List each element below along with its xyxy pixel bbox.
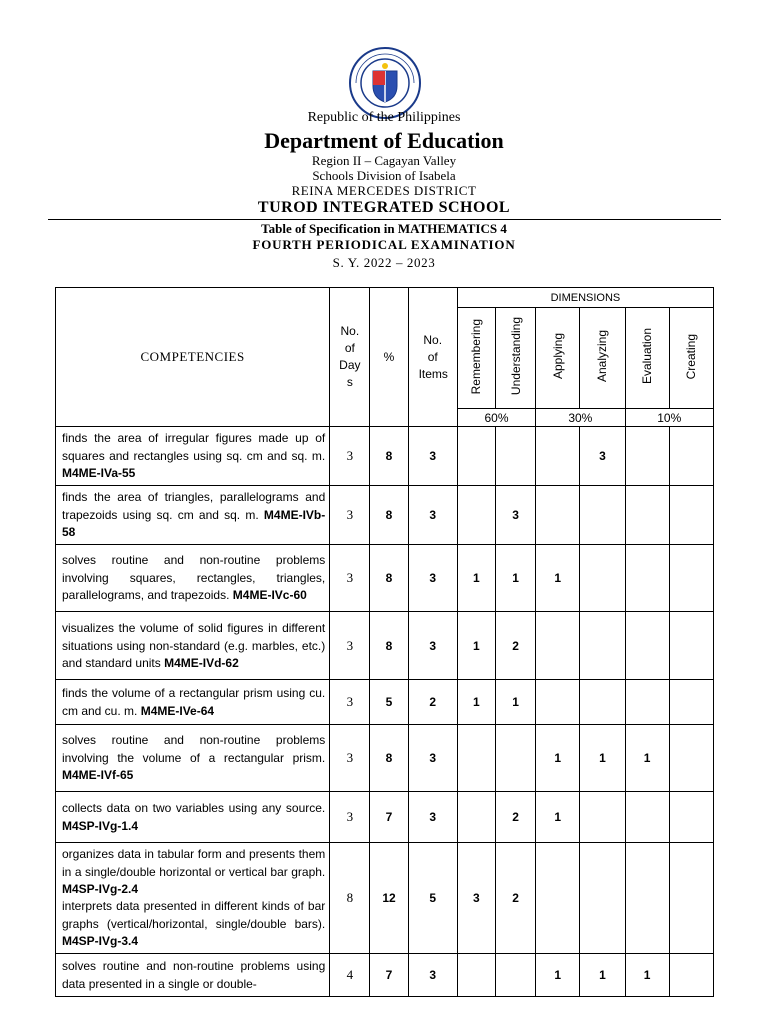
country-name: Republic of the Philippines	[307, 110, 461, 125]
percent-cell: 5	[370, 680, 408, 725]
weight-lots: 60%	[457, 409, 535, 427]
dimension-cell	[457, 486, 495, 545]
competency-text: visualizes the volume of solid figures in different situations using non-standard (e.g. marbles, etc.) and standard units	[62, 620, 326, 670]
competency-cell	[56, 843, 330, 954]
percent-cell: 8	[370, 612, 408, 680]
school-name: TUROD INTEGRATED SCHOOL	[257, 199, 511, 216]
competency-text: finds the area of triangles, parallelograms and trapezoids using sq. cm and sq. m.	[62, 490, 326, 522]
dimension-cell: 1	[580, 725, 625, 792]
items-cell: 3	[408, 427, 457, 486]
competency-code: M4ME-IVe-64	[140, 703, 215, 718]
dimension-cell	[536, 612, 580, 680]
dimension-cell: 1	[457, 545, 495, 612]
dimension-cell: 3	[495, 486, 535, 545]
competency-cell	[56, 792, 330, 843]
competency-cell	[56, 680, 330, 725]
days-cell: 3	[330, 612, 370, 680]
dim-evaluation: Evaluation	[625, 308, 669, 409]
table-row	[56, 843, 714, 954]
items-cell: 5	[408, 843, 457, 954]
percent-cell: 8	[370, 427, 408, 486]
header-rule	[48, 219, 721, 220]
school-year: S. Y. 2022 – 2023	[332, 255, 436, 270]
dimension-cell	[625, 843, 669, 954]
dimension-cell	[580, 843, 625, 954]
competencies-header: COMPETENCIES	[56, 288, 330, 427]
dimension-cell	[457, 725, 495, 792]
competency-text: solves routine and non-routine problems using data presented in a single or double-	[62, 958, 326, 991]
dimension-cell	[625, 680, 669, 725]
competency-cell	[56, 612, 330, 680]
days-cell: 3	[330, 427, 370, 486]
items-header: No. of Items	[408, 288, 457, 427]
table-row	[56, 545, 714, 612]
dimension-cell	[495, 427, 535, 486]
dimension-cell	[669, 843, 713, 954]
dim-understanding: Understanding	[495, 308, 535, 409]
table-row	[56, 792, 714, 843]
percent-cell: 7	[370, 954, 408, 997]
competency-cell	[56, 427, 330, 486]
dimension-cell	[669, 545, 713, 612]
percent-cell: 8	[370, 486, 408, 545]
days-cell: 3	[330, 545, 370, 612]
days-header: No. of Day s	[330, 288, 370, 427]
dimension-cell	[536, 427, 580, 486]
dimension-cell: 1	[625, 725, 669, 792]
competency-cell	[56, 545, 330, 612]
days-cell: 4	[330, 954, 370, 997]
dimension-cell	[669, 612, 713, 680]
days-cell: 3	[330, 792, 370, 843]
table-row	[56, 954, 714, 997]
competency-code: M4ME-IVa-55	[62, 466, 136, 480]
competency-code: M4ME-IVb-58	[62, 508, 326, 539]
dimension-cell	[495, 954, 535, 997]
items-cell: 3	[408, 545, 457, 612]
items-cell: 2	[408, 680, 457, 725]
dimension-cell: 1	[536, 545, 580, 612]
dimension-cell: 1	[625, 954, 669, 997]
dimension-cell	[669, 725, 713, 792]
dimension-cell	[625, 545, 669, 612]
competency-code: M4SP-IVg-1.4	[62, 818, 139, 833]
dimension-cell: 3	[580, 427, 625, 486]
competency-code: M4SP-IVg-2.4	[62, 882, 139, 896]
days-cell: 3	[330, 725, 370, 792]
dimension-cell	[457, 792, 495, 843]
table-row	[56, 427, 714, 486]
dimension-cell: 1	[536, 954, 580, 997]
table-row	[56, 612, 714, 680]
items-cell: 3	[408, 486, 457, 545]
dimension-cell: 2	[495, 792, 535, 843]
percent-cell: 12	[370, 843, 408, 954]
items-cell: 3	[408, 792, 457, 843]
dimension-cell: 3	[457, 843, 495, 954]
dimension-cell	[669, 427, 713, 486]
competency-text: collects data on two variables using any source.	[62, 800, 326, 815]
competency-code: M4ME-IVc-60	[232, 588, 307, 602]
dimension-cell	[580, 792, 625, 843]
dimension-cell: 2	[495, 843, 535, 954]
dimension-cell	[536, 843, 580, 954]
competency-text: finds the area of irregular figures made up of squares and rectangles using sq. cm and sq. m.	[62, 431, 326, 463]
dimension-cell	[669, 680, 713, 725]
dimension-cell: 1	[457, 680, 495, 725]
region-name: Region II – Cagayan Valley	[311, 153, 457, 168]
competency-code: M4ME-IVd-62	[164, 655, 239, 670]
dimension-cell	[669, 486, 713, 545]
competency-cell	[56, 954, 330, 997]
days-cell: 3	[330, 680, 370, 725]
division-name: Schools Division of Isabela	[312, 168, 456, 183]
dimension-cell	[669, 954, 713, 997]
dim-analyzing: Analyzing	[580, 308, 625, 409]
dimension-cell: 1	[536, 725, 580, 792]
dimension-cell	[457, 954, 495, 997]
department-name: Department of Education	[264, 128, 504, 153]
dimensions-header: DIMENSIONS	[457, 288, 713, 308]
dim-applying: Applying	[536, 308, 580, 409]
dim-creating: Creating	[669, 308, 713, 409]
dimension-cell	[457, 427, 495, 486]
dimension-cell: 1	[580, 954, 625, 997]
percent-cell: 7	[370, 792, 408, 843]
dimension-cell	[580, 486, 625, 545]
table-row	[56, 725, 714, 792]
items-cell: 3	[408, 954, 457, 997]
competency-text: organizes data in tabular form and presents them in a single/double horizontal or vertical bar graph.	[62, 847, 326, 879]
dimension-cell	[580, 545, 625, 612]
dimension-cell	[536, 486, 580, 545]
competency-cell	[56, 725, 330, 792]
competency-text: interprets data presented in different kinds of bar graphs (vertical/horizontal, single/double bars).	[62, 899, 326, 931]
percent-cell: 8	[370, 545, 408, 612]
dimension-cell	[625, 486, 669, 545]
dim-remembering: Remembering	[457, 308, 495, 409]
dimension-cell: 1	[536, 792, 580, 843]
dimension-cell	[495, 725, 535, 792]
dimension-cell	[625, 427, 669, 486]
days-cell: 8	[330, 843, 370, 954]
competency-text: solves routine and non-routine problems involving squares, rectangles, triangles, parallelograms, and trapezoids.	[62, 553, 326, 602]
exam-title: FOURTH PERIODICAL EXAMINATION	[252, 237, 516, 252]
competency-text: solves routine and non-routine problems involving the volume of a rectangular prism.	[62, 733, 326, 765]
items-cell: 3	[408, 725, 457, 792]
dimension-cell: 1	[495, 545, 535, 612]
document-title: Table of Specification in MATHEMATICS 4	[261, 221, 507, 236]
competency-cell	[56, 486, 330, 545]
dimension-cell	[669, 792, 713, 843]
deped-seal-logo	[348, 46, 422, 120]
competency-code: M4SP-IVg-3.4	[62, 934, 139, 948]
percent-cell: 8	[370, 725, 408, 792]
dimension-cell	[625, 612, 669, 680]
dimension-cell: 1	[495, 680, 535, 725]
table-row	[56, 680, 714, 725]
dimension-cell	[580, 612, 625, 680]
competency-text: finds the volume of a rectangular prism using cu. cm and cu. m.	[62, 685, 326, 718]
competency-code: M4ME-IVf-65	[62, 768, 134, 782]
items-cell: 3	[408, 612, 457, 680]
weight-mots: 30%	[536, 409, 625, 427]
district-name: REINA MERCEDES DISTRICT	[291, 183, 477, 198]
dimension-cell: 2	[495, 612, 535, 680]
percent-header: %	[370, 288, 408, 427]
table-of-specification	[55, 287, 714, 997]
dimension-cell	[625, 792, 669, 843]
dimension-cell: 1	[457, 612, 495, 680]
table-row	[56, 486, 714, 545]
dimension-cell	[580, 680, 625, 725]
weight-hots: 10%	[625, 409, 713, 427]
dimension-cell	[536, 680, 580, 725]
days-cell: 3	[330, 486, 370, 545]
